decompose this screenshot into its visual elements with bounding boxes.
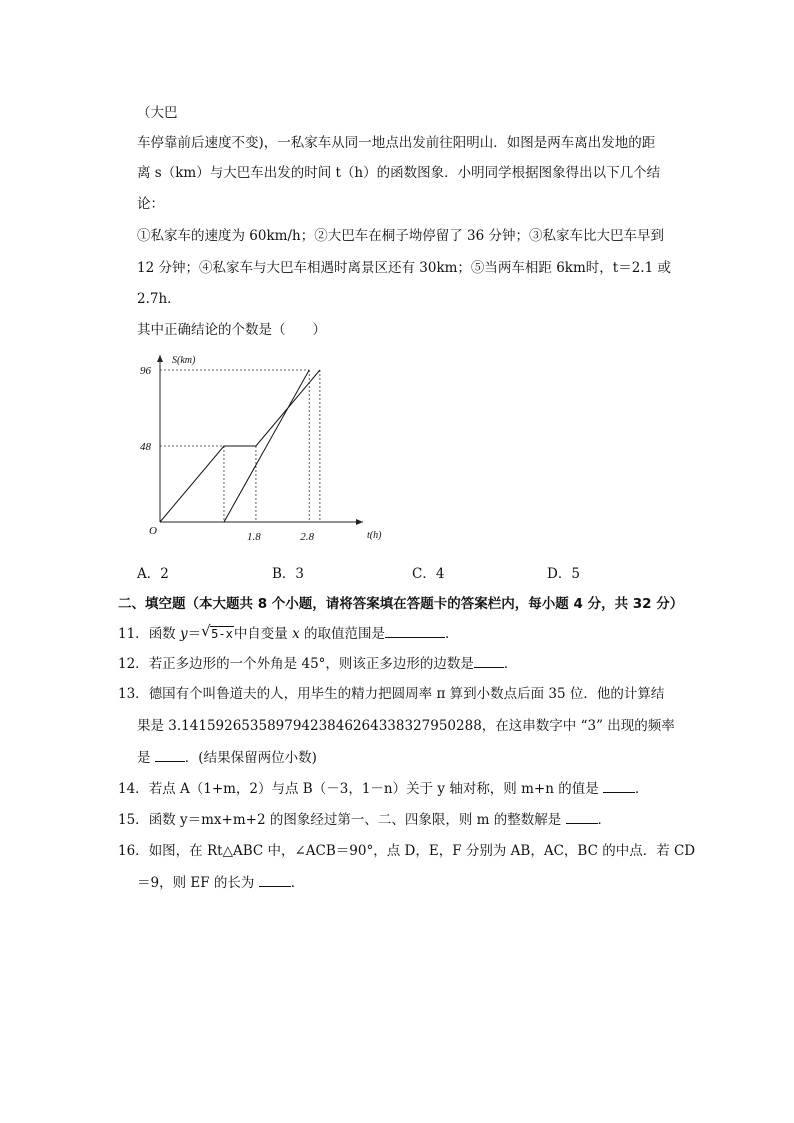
answer-blank[interactable] [474, 653, 504, 668]
option-b[interactable]: B．3 [272, 566, 305, 582]
y-axis-label: S(km) [172, 355, 196, 366]
question-13-line2: 果是 3.14159265358979423846264338327950288，在这串数字中 “3” 出现的频率 [137, 718, 675, 734]
question-text: 若正多边形的一个外角是 45°，则该正多边形的边数是 [148, 656, 474, 672]
problem-text-line: 车停靠前后速度不变)，一私家车从同一地点出发前往阳明山．如图是两车离出发地的距 [137, 135, 656, 151]
question-end: ． [503, 656, 518, 672]
x-tick-label-1-8: 1.8 [246, 531, 261, 543]
distance-time-chart [138, 350, 398, 550]
question-number: 14． [118, 781, 149, 797]
question-end: ． [290, 875, 305, 891]
answer-blank[interactable] [603, 778, 635, 793]
x-axis-arrow [356, 519, 363, 525]
problem-text-line: 离 s（km）与大巴车出发的时间 t（h）的函数图象．小明同学根据图象得出以下几个结 [137, 165, 661, 181]
question-end: ． [635, 781, 649, 797]
problem-text-line: （大巴 [137, 105, 178, 121]
origin-label: O [149, 525, 157, 537]
question-prompt: 其中正确结论的个数是（ ） [137, 322, 326, 338]
question-text: 函数 y＝mx+m+2 的图象经过第一、二、四象限，则 m 的整数解是 [148, 812, 566, 828]
answer-blank[interactable] [259, 872, 291, 887]
question-11 [118, 623, 459, 644]
problem-text-line: 论： [137, 196, 164, 212]
question-number: 15． [118, 812, 149, 828]
question-number: 11． [118, 626, 149, 642]
y-tick-label-96: 96 [140, 365, 151, 377]
question-13-line3 [137, 747, 317, 768]
x-axis-label: t(h) [367, 530, 382, 541]
square-root: √ 5-x [201, 622, 233, 641]
question-text: 如图，在 Rt△ABC 中，∠ACB＝90°，点 D，E，F 分别为 AB，AC，BC 的中点．若 CD [148, 843, 696, 859]
question-number: 16． [118, 843, 149, 859]
var-x: x [292, 626, 300, 642]
question-number: 13． [118, 686, 149, 702]
question-number: 12． [118, 656, 149, 672]
question-13 [118, 684, 664, 704]
option-a[interactable]: A．2 [137, 566, 169, 582]
y-axis-arrow [157, 355, 163, 362]
question-12 [118, 653, 517, 674]
answer-blank[interactable] [566, 809, 598, 824]
question-text: 的取值范围是 [299, 626, 386, 642]
question-text: 函数 [148, 626, 180, 642]
question-text: 中自变量 [233, 626, 293, 642]
problem-text-line: ①私家车的速度为 60km/h；②大巴车在桐子坳停留了 36 分钟；③私家车比大巴车早到 [137, 228, 664, 244]
question-text: 德国有个叫鲁道夫的人，用毕生的精力把圆周率 π 算到小数点后面 35 位．他的计算结 [148, 686, 665, 702]
x-tick-label-2-8: 2.8 [300, 531, 314, 543]
y-tick-label-48: 48 [140, 441, 151, 453]
option-d[interactable]: D．5 [547, 566, 580, 582]
question-text: ＝9，则 EF 的长为 [137, 875, 259, 891]
question-end: ． [445, 626, 459, 642]
question-text: ．(结果保留两位小数) [184, 750, 317, 766]
question-16-line2 [137, 872, 304, 893]
question-text: 是 [137, 750, 155, 766]
equals-sign: ＝ [187, 626, 202, 642]
answer-blank[interactable] [385, 623, 445, 638]
question-text: 若点 A（1+m，2）与点 B（－3，1－n）关于 y 轴对称，则 m+n 的值是 [148, 781, 603, 797]
var-y: y [179, 626, 188, 642]
problem-text-line: 12 分钟；④私家车与大巴车相遇时离景区还有 30km；⑤当两车相距 6km时，t＝2.1 或 [137, 260, 671, 276]
option-c[interactable]: C．4 [412, 566, 445, 582]
problem-text-line: 2.7h． [137, 291, 181, 307]
question-end: ． [597, 812, 611, 828]
section-title: 二、填空题（本大题共 8 个小题，请将答案填在答题卡的答案栏内，每小题 4 分，共 32 分） [118, 596, 684, 612]
question-14 [118, 778, 649, 799]
radicand: 5-x [211, 627, 233, 641]
question-15 [118, 809, 611, 830]
question-16 [118, 841, 695, 861]
answer-blank[interactable] [155, 747, 185, 762]
